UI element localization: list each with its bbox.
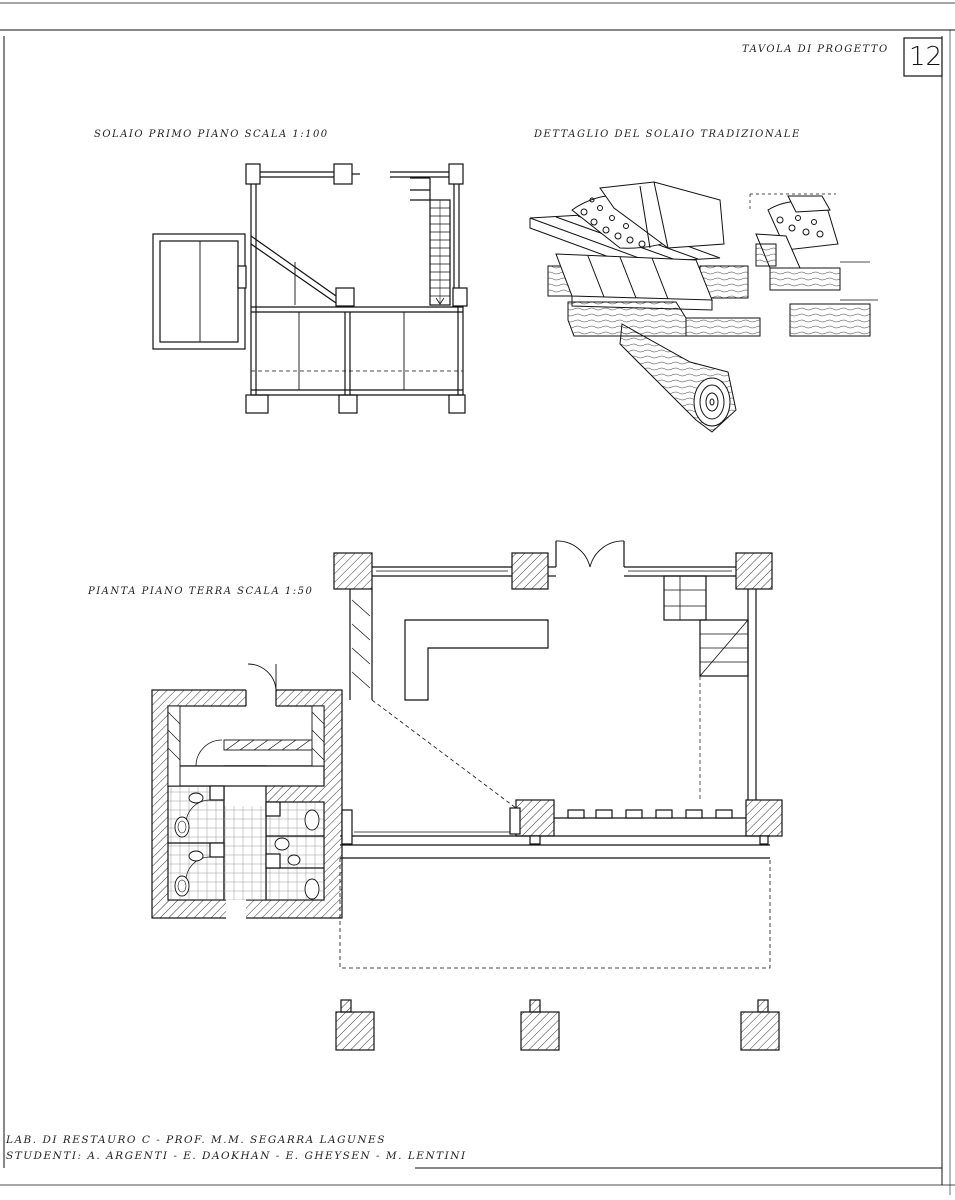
upper-floor-plan xyxy=(246,164,467,413)
upper-plan-title: SOLAIO PRIMO PIANO SCALA 1:100 xyxy=(94,129,329,140)
foundation-footings xyxy=(336,1000,779,1050)
upper-plan-annex xyxy=(153,234,246,349)
detail-title: DETTAGLIO DEL SOLAIO TRADIZIONALE xyxy=(534,129,801,140)
ground-floor-plan xyxy=(152,541,782,968)
sheet-border xyxy=(0,3,955,1195)
board-number: 12 xyxy=(909,42,943,72)
floor-detail-drawing xyxy=(530,182,878,432)
board-title: TAVOLA DI PROGETTO xyxy=(742,44,889,55)
credits-line-1: LAB. DI RESTAURO C - PROF. M.M. SEGARRA LAGUNES xyxy=(6,1134,386,1146)
ground-plan-title: PIANTA PIANO TERRA SCALA 1:50 xyxy=(88,586,314,597)
upper-stair-treads xyxy=(430,200,450,304)
credits-line-2: STUDENTI: A. ARGENTI - E. DAOKHAN - E. GHEYSEN - M. LENTINI xyxy=(6,1150,467,1162)
